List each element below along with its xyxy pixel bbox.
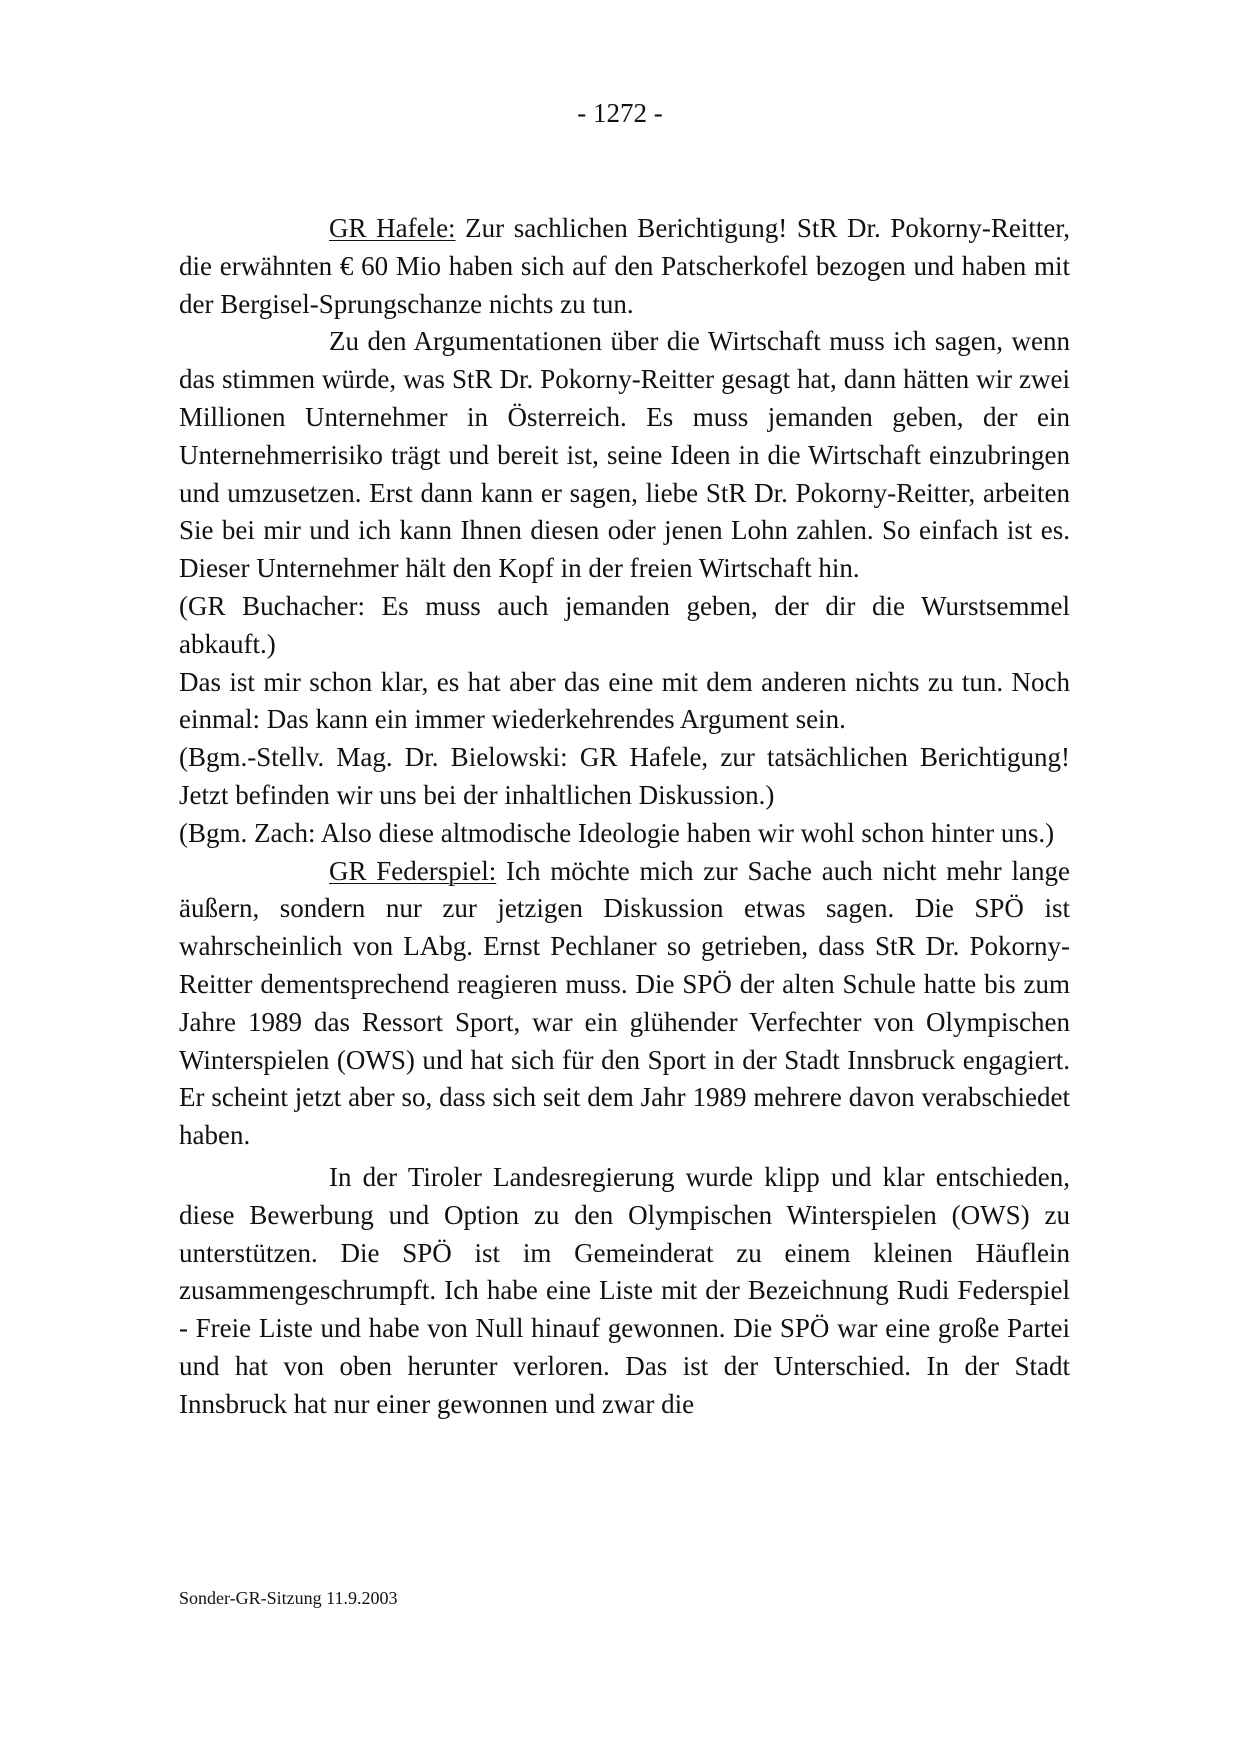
paragraph-text: (Bgm.-Stellv. Mag. Dr. Bielowski: GR Hafele, zur tatsächlichen Berichtigung! Jetzt befinden wir uns bei der inhaltlichen Diskussion.) xyxy=(179,742,1070,810)
paragraph-text: Zu den Argumentationen über die Wirtschaft muss ich sagen, wenn das stimmen würde, was StR Dr. Pokorny-Reitter gesagt hat, dann hätten wir zwei Millionen Unternehmer in Österreich. Es muss jemanden geben, der ein Unternehmerrisiko trägt und bereit ist, seine Ideen in die Wirtschaft einzubringen und umzusetzen. Erst dann kann er sagen, liebe StR Dr. Pokorny-Reitter, arbeiten Sie bei mir und ich kann Ihnen diesen oder jenen Lohn zahlen. So einfach ist es. Dieser Unternehmer hält den Kopf in der freien Wirtschaft hin. xyxy=(179,326,1070,584)
paragraph-text: Das ist mir schon klar, es hat aber das eine mit dem anderen nichts zu tun. Noch einmal: Das kann ein immer wiederkehrendes Argument sein. xyxy=(179,666,1070,735)
paragraph-text: In der Tiroler Landesregierung wurde klipp und klar entschieden, diese Bewerbung und Option zu den Olympischen Winterspielen (OWS) zu unterstützen. Die SPÖ ist im Gemeinderat zu einem kleinen Häuflein zusammengeschrumpft. Ich habe eine Liste mit der Bezeichnung Rudi Federspiel - Freie Liste und habe von Null hinauf gewonnen. Die SPÖ war eine große Partei und hat von oben herunter verloren. Das ist der Unterschied. In der Stadt Innsbruck hat nur einer gewonnen und zwar die xyxy=(179,1161,1070,1419)
paragraph-hafele-correction xyxy=(179,210,1070,323)
footer-session-label: Sonder-GR-Sitzung 11.9.2003 xyxy=(179,1588,398,1608)
paragraph-text: (Bgm. Zach: Also diese altmodische Ideologie haben wir wohl schon hinter uns.) xyxy=(179,817,1055,848)
interjection-buchacher xyxy=(179,588,1070,664)
paragraph-text: Zur sachlichen Berichtigung! StR Dr. Pokorny-Reitter, die erwähnten € 60 Mio haben sich auf den Patscherkofel bezogen und haben mit der Bergisel-Sprungschanze nichts zu tun. xyxy=(179,213,1071,319)
paragraph-federspiel xyxy=(179,853,1070,1155)
paragraph-text: (GR Buchacher: Es muss auch jemanden geben, der dir die Wurstsemmel abkauft.) xyxy=(179,590,1070,659)
protocol-body xyxy=(179,210,1070,1424)
interjection-zach xyxy=(179,815,1070,853)
speaker-label: GR Federspiel: xyxy=(329,855,497,886)
page-number: - 1272 - xyxy=(577,98,663,128)
speaker-label: GR Hafele: xyxy=(329,213,456,243)
paragraph-economy-argument xyxy=(179,323,1070,588)
paragraph-reply xyxy=(179,664,1070,740)
interjection-bielowski xyxy=(179,739,1070,815)
paragraph-text: Ich möchte mich zur Sache auch nicht mehr lange äußern, sondern nur zur jetzigen Diskussion etwas sagen. Die SPÖ ist wahrscheinlich von LAbg. Ernst Pechlaner so getrieben, dass StR Dr. Pokorny-Reitter dementsprechend reagieren muss. Die SPÖ der alten Schule hatte bis zum Jahre 1989 das Ressort Sport, war ein glühender Verfechter von Olympischen Winterspielen (OWS) und hat sich für den Sport in der Stadt Innsbruck engagiert. Er scheint jetzt aber so, dass sich seit dem Jahr 1989 mehrere davon verabschiedet haben. xyxy=(179,855,1071,1151)
paragraph-landesregierung xyxy=(179,1159,1070,1424)
